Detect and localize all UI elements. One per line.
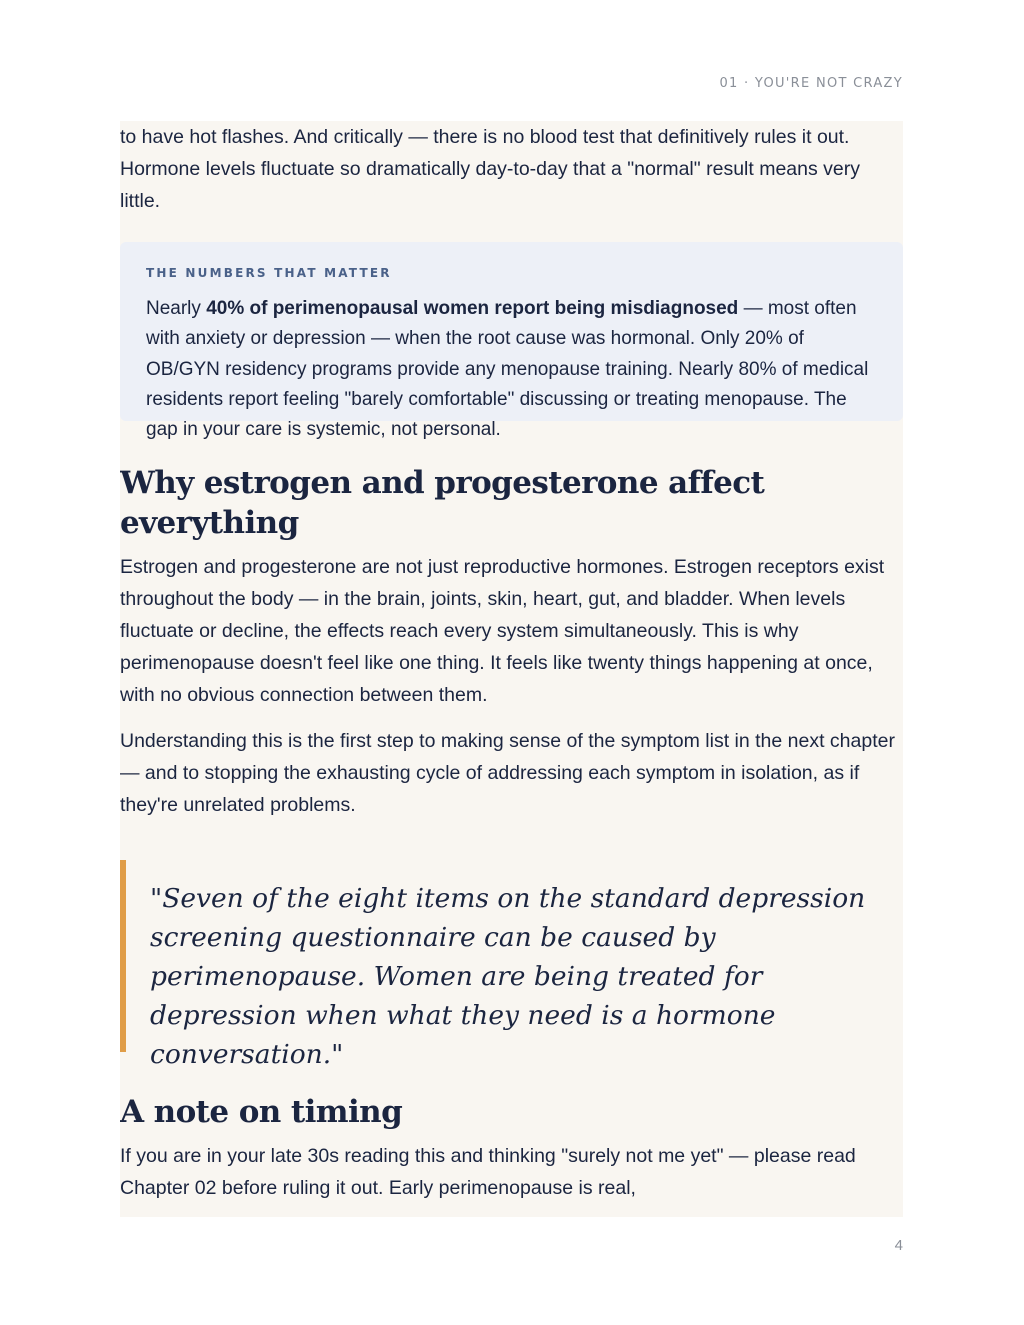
timing-paragraph: If you are in your late 30s reading this and thinking "surely not me yet" — please read Chapter 02 before ruling it out. Early perimenopause is real,	[120, 1145, 856, 1199]
estrogen-paragraph-1: Estrogen and progesterone are not just reproductive hormones. Estrogen receptors exist throughout the body — in the brain, joints, skin, heart, gut, and bladder. When levels fluctuate or decline, the effects reach every system simultaneously. This is why perimenopause doesn't feel like one thing. It feels like twenty things happening at once, with no obvious connection between them.	[120, 556, 885, 706]
section-heading-estrogen: Why estrogen and progesterone affect everything	[120, 465, 765, 541]
callout-text-bold: 40% of perimenopausal women report being misdiagnosed	[206, 298, 739, 319]
pull-quote-text: "Seven of the eight items on the standard depression screening questionnaire can be caused by perimenopause. Women are being treated for depression when what they need is a hormone conversation."	[150, 883, 866, 1070]
page-number: 4	[894, 1237, 903, 1254]
stats-callout	[120, 242, 903, 441]
callout-text-rest: — most often with anxiety or depression — when the root cause was hormonal. Only 20% of OB/GYN residency programs provide any menopause training. Nearly 80% of medical residents report feeling "barely comfortable" discussing or treating menopause. The gap in your care is systemic, not personal.	[146, 298, 869, 441]
page-content	[120, 121, 903, 1217]
estrogen-paragraph-2: Understanding this is the first step to making sense of the symptom list in the next chapter — and to stopping the exhausting cycle of addressing each symptom in isolation, as if they're unrelated problems.	[120, 730, 895, 816]
callout-text-lead: Nearly	[146, 298, 207, 319]
callout-label: THE NUMBERS THAT MATTER	[146, 266, 392, 280]
running-head: 01 · YOU'RE NOT CRAZY	[719, 76, 903, 91]
pull-quote	[120, 860, 903, 1070]
intro-paragraph: to have hot flashes. And critically — there is no blood test that definitively rules it out. Hormone levels fluctuate so dramatically day-to-day that a "normal" result means very little.	[120, 126, 860, 212]
callout-text	[146, 294, 877, 445]
section-heading-timing: A note on timing	[120, 1094, 403, 1130]
